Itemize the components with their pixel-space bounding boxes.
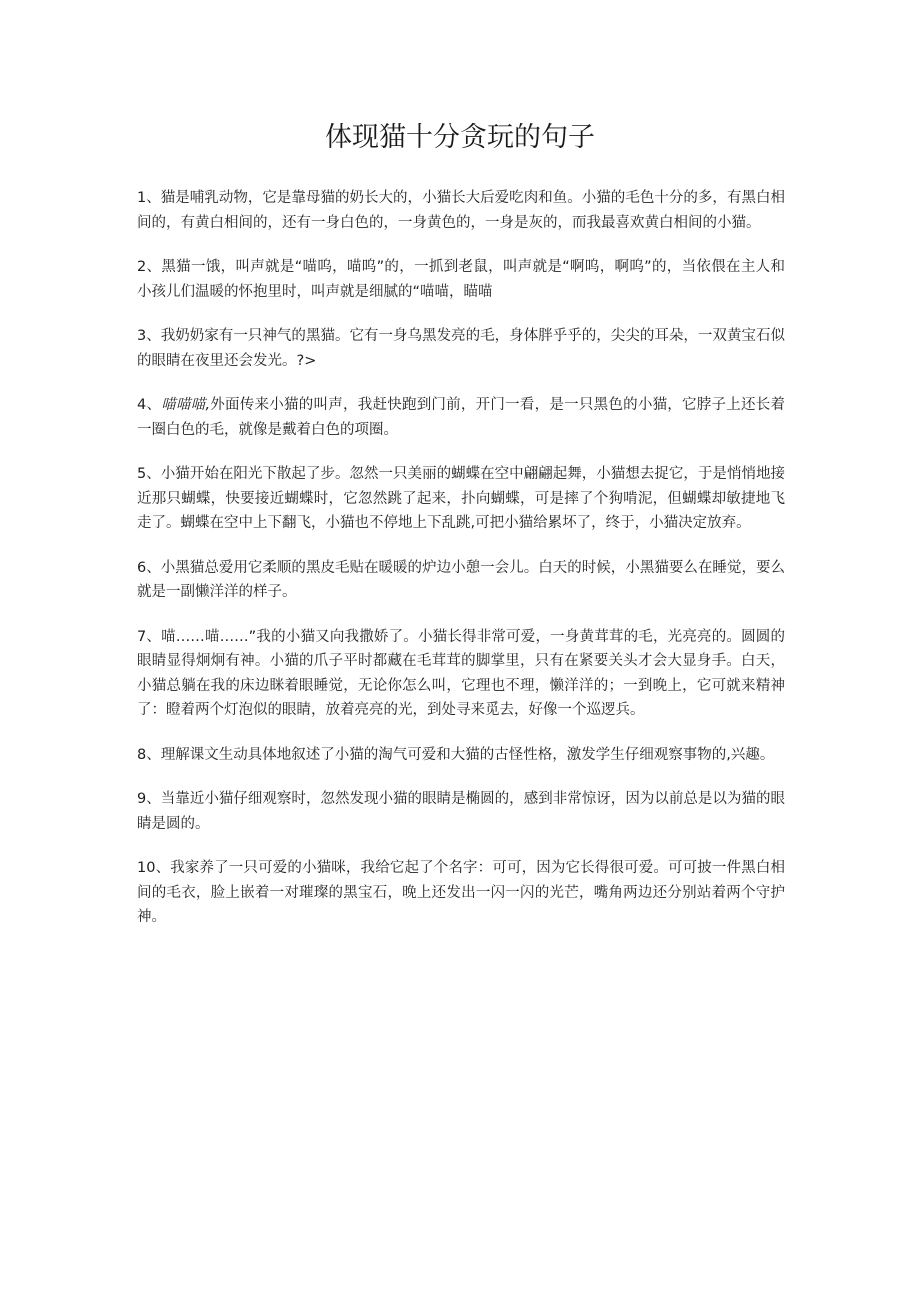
- paragraph-number: 8、: [137, 746, 161, 763]
- paragraph-number: 6、: [137, 559, 161, 576]
- document-body: [137, 186, 785, 950]
- paragraph-text: 小猫开始在阳光下散起了步。忽然一只美丽的蝴蝶在空中翩翩起舞，小猫想去捉它，于是悄悄地接近那只蝴蝶，快要接近蝴蝶时，它忽然跳了起来，扑向蝴蝶，可是摔了个狗啃泥，但蝴蝶却敏捷地飞走了。蝴蝶在空中上下翻飞，小猫也不停地上下乱跳,可把小猫给累坏了，终于，小猫决定放弃。: [137, 466, 785, 531]
- paragraph-10: [137, 856, 785, 930]
- paragraph-number: 4、: [137, 397, 162, 413]
- paragraph-number: 10、: [137, 860, 171, 876]
- paragraph-7: [137, 625, 785, 723]
- paragraph-2: [137, 255, 785, 304]
- paragraph-text: 黑猫一饿，叫声就是“喵呜，喵呜”的，一抓到老鼠，叫声就是“啊呜，啊呜”的，当依偎在主人和小孩儿们温暖的怀抱里时，叫声就是细腻的“喵喵，瞄喵: [137, 259, 785, 300]
- paragraph-text: 我家养了一只可爱的小猫咪，我给它起了个名字：可可，因为它长得很可爱。可可披一件黑白相间的毛衣，脸上嵌着一对璀璨的黑宝石，晚上还发出一闪一闪的光芒，嘴角两边还分别站着两个守护神。: [137, 860, 785, 925]
- paragraph-text: 我奶奶家有一只神气的黑猫。它有一身乌黑发亮的毛，身体胖乎乎的，尖尖的耳朵，一双黄宝石似的眼睛在夜里还会发光。?>: [137, 328, 785, 369]
- paragraph-text: 外面传来小猫的叫声，我赶快跑到门前，开门一看，是一只黑色的小猫，它脖子上还长着一圈白色的毛，就像是戴着白色的项圈。: [137, 397, 786, 438]
- paragraph-number: 3、: [137, 328, 161, 344]
- paragraph-text: 猫是哺乳动物，它是靠母猫的奶长大的，小猫长大后爱吃肉和鱼。小猫的毛色十分的多，有黑白相间的，有黄白相间的，还有一身白色的，一身黄色的，一身是灰的，而我最喜欢黄白相间的小猫。: [137, 190, 785, 231]
- paragraph-lead: 喵喵喵,: [161, 397, 211, 413]
- paragraph-text: 小黑猫总爱用它柔顺的黑皮毛贴在暖暖的炉边小憩一会儿。白天的时候，小黑猫要么在睡觉，要么就是一副懒洋洋的样子。: [137, 559, 785, 600]
- paragraph-5: [137, 462, 785, 536]
- document-title: 体现猫十分贪玩的句子: [325, 122, 595, 153]
- paragraph-text: 理解课文生动具体地叙述了小猫的淘气可爱和大猫的古怪性格，激发学生仔细观察事物的,兴趣。: [160, 746, 775, 763]
- paragraph-9: [137, 787, 785, 836]
- paragraph-6: [137, 556, 785, 605]
- paragraph-3: [137, 324, 785, 373]
- paragraph-number: 5、: [137, 466, 161, 482]
- paragraph-number: 2、: [137, 259, 162, 275]
- paragraph-8: [137, 743, 785, 768]
- paragraph-number: 1、: [137, 190, 161, 206]
- paragraph-number: 7、: [137, 628, 162, 645]
- paragraph-text: 当靠近小猫仔细观察时，忽然发现小猫的眼睛是椭圆的，感到非常惊讶，因为以前总是以为猫的眼睛是圆的。: [137, 791, 785, 832]
- paragraph-number: 9、: [137, 791, 161, 807]
- paragraph-4: [137, 393, 785, 442]
- paragraph-1: [137, 186, 785, 235]
- paragraph-text: 喵……喵……”我的小猫又向我撒娇了。小猫长得非常可爱，一身黄茸茸的毛，光亮亮的。圆圆的眼睛显得炯炯有神。小猫的爪子平时都藏在毛茸茸的脚掌里，只有在紧要关头才会大显身手。白天，小猫总躺在我的床边眯着眼睡觉，无论你怎么叫，它理也不理，懒洋洋的；一到晚上，它可就来精神了：瞪着两个灯泡似的眼睛，放着亮亮的光，到处寻来觅去，好像一个巡逻兵。: [137, 628, 785, 718]
